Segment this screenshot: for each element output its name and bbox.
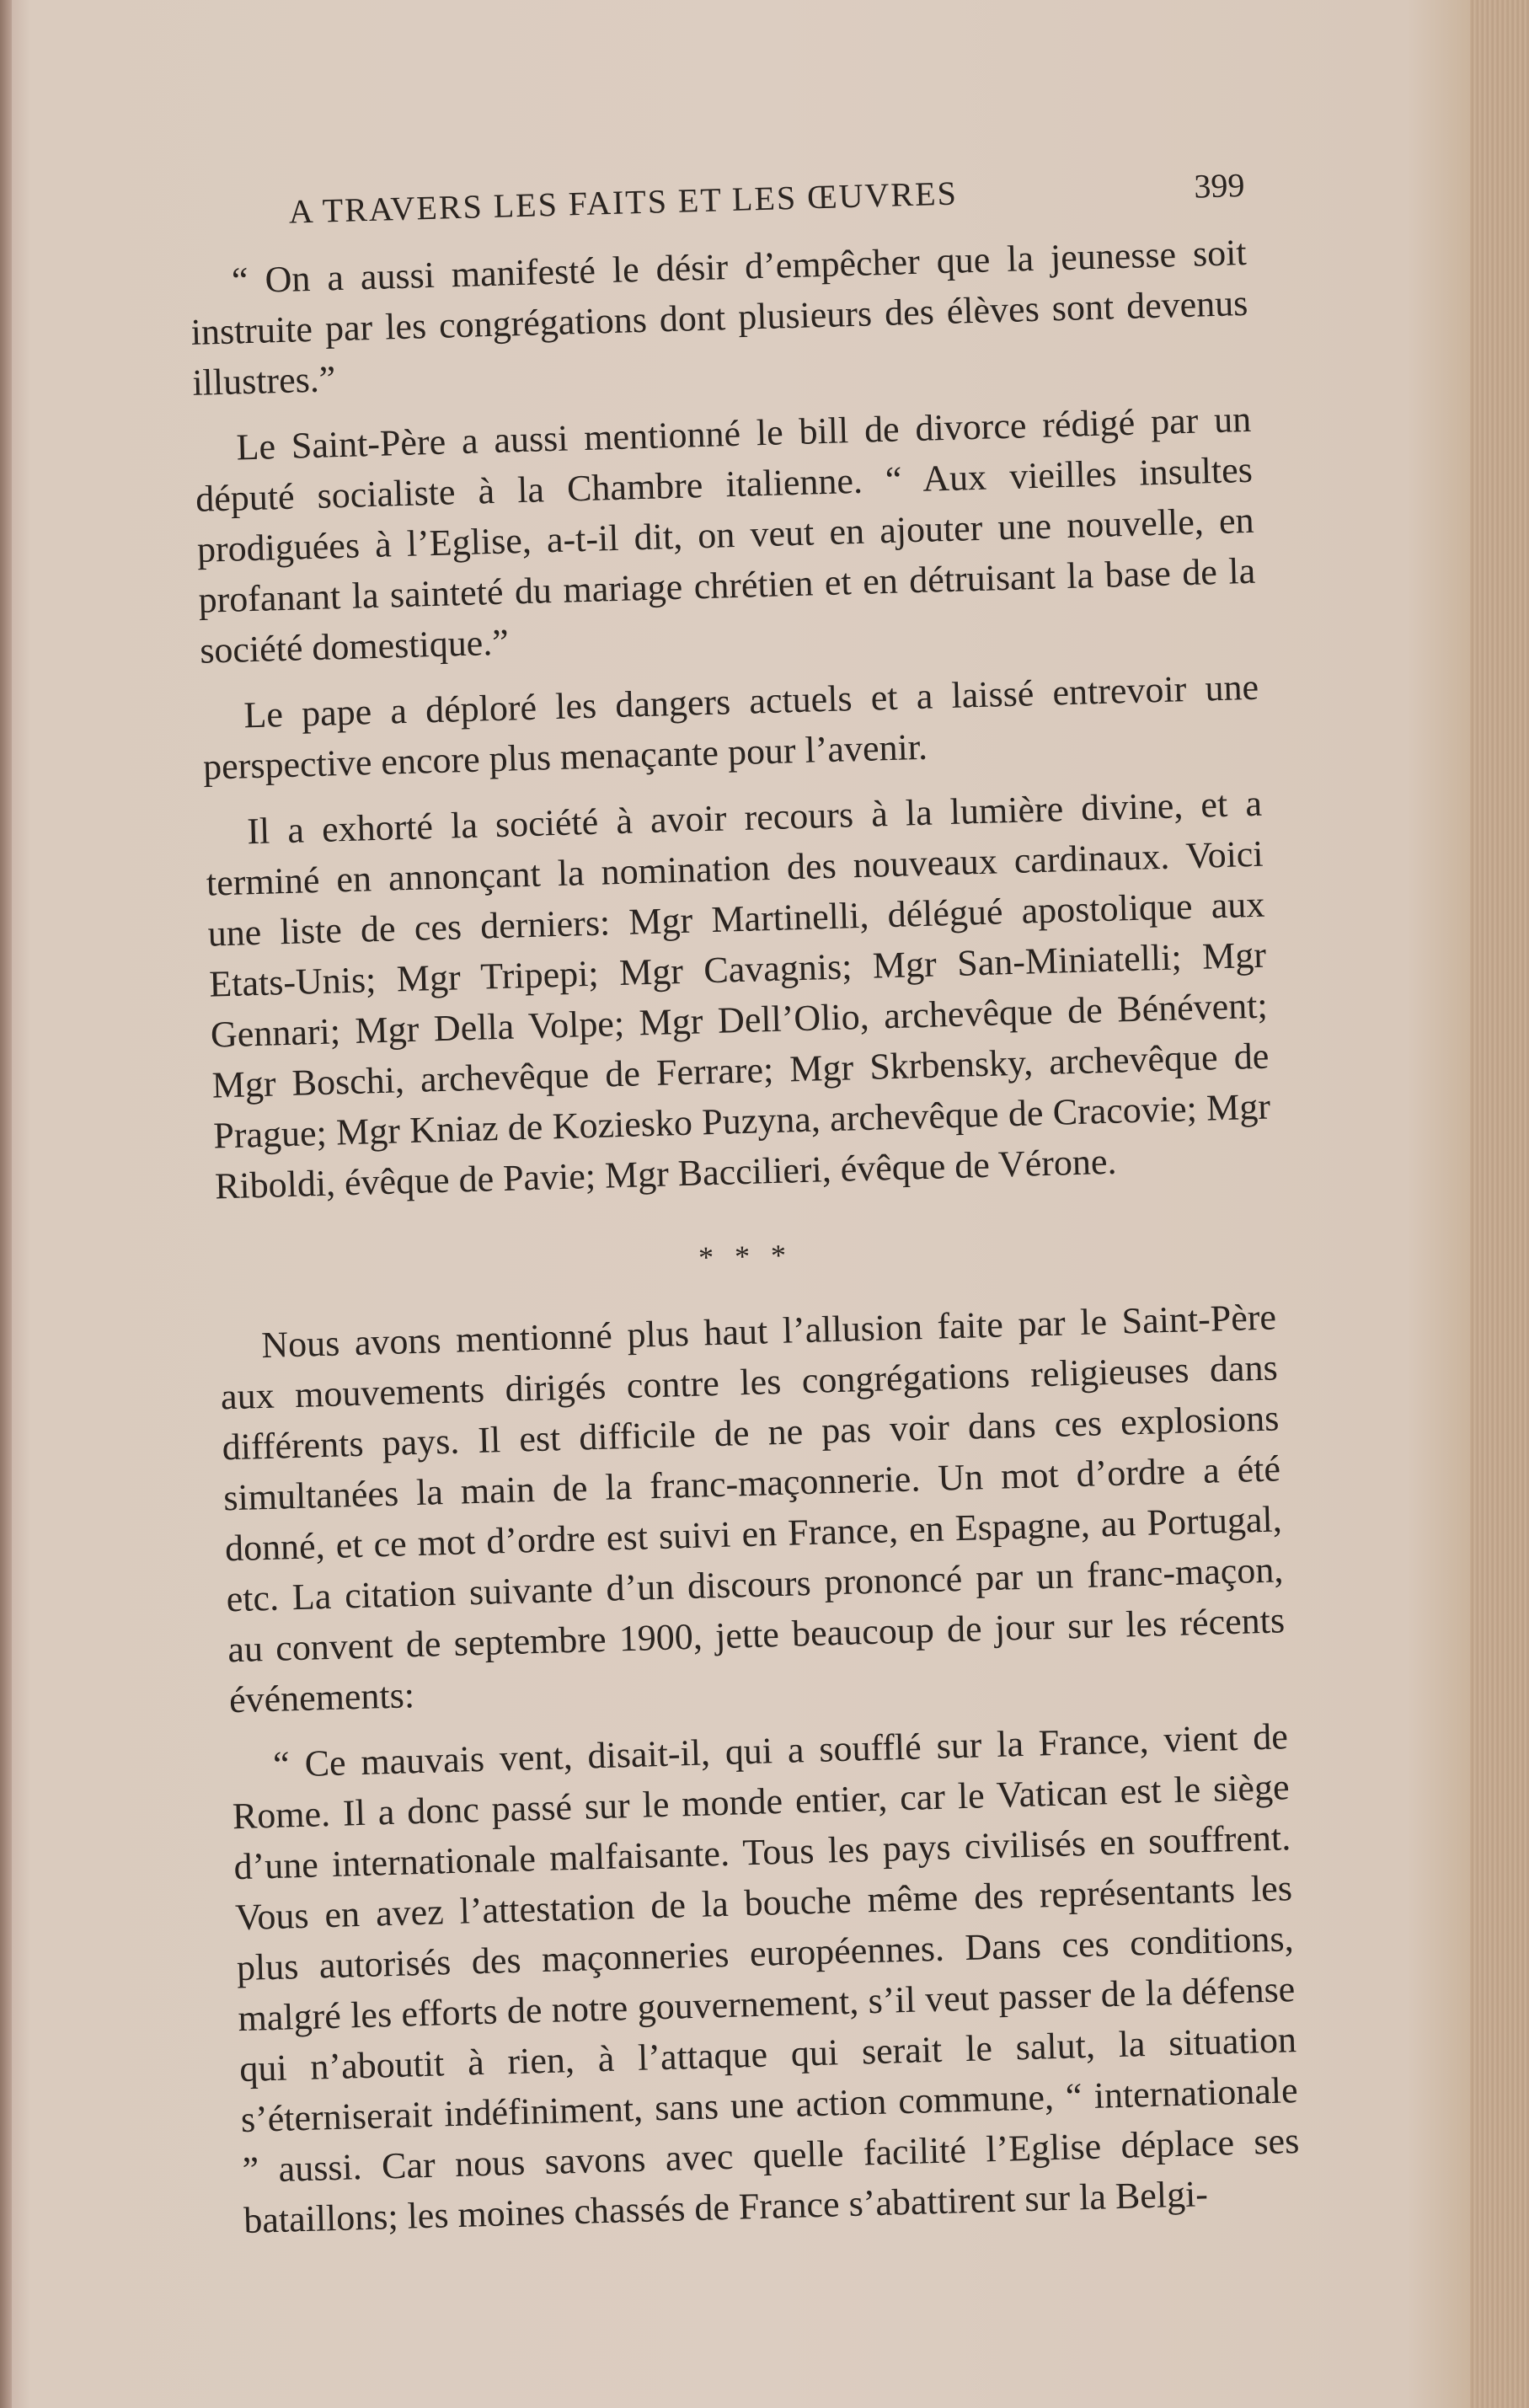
paragraph: Le pape a déploré les dangers actuels et a laissé entrevoir une perspective encore plus menaçante pour l’avenir. [202, 666, 1259, 788]
running-title: A TRAVERS LES FAITS ET LES ŒUVRES [288, 174, 959, 231]
binding-gutter [0, 0, 12, 2408]
page-edge [1470, 0, 1529, 2408]
section-separator: * * * [698, 1238, 794, 1275]
text-block [187, 160, 1302, 2261]
page-number: 399 [1193, 165, 1245, 206]
paragraph: Le Saint-Père a aussi mentionné le bill de divorce rédigé par un député socialiste à la Chambre italienne. “ Aux vieilles insultes prodiguées à l’Eglise, a-t-il dit, on veut en ajouter une nouvelle, en profanant la sainteté du mariage chrétien et en détruisant la base de la société domestique.” [195, 398, 1256, 672]
paragraph: “ On a aussi manifesté le désir d’empêcher que la jeunesse soit instruite par les congrégations dont plusieurs des élèves sont devenus illustres.” [190, 231, 1248, 404]
paragraph: Nous avons mentionné plus haut l’allusion faite par le Saint-Père aux mouvements dirigés contre les congrégations religieuses dans différents pays. Il est difficile de ne pas voir dans ces explosions simultanées la main de la franc-maçonnerie. Un mot d’ordre a été donné, et ce mot d’ordre est suivi en France, en Espagne, au Portugal, etc. La citation suivante d’un discours prononcé par un franc-maçon, au convent de septembre 1900, jette beaucoup de jour sur les récents événements: [220, 1296, 1286, 1721]
paragraph: “ Ce mauvais vent, disait-il, qui a soufflé sur la France, vient de Rome. Il a donc passé sur le monde entier, car le Vatican est le siège d’une internationale malfaisante. Tous les pays civilisés en souffrent. Vous en avez l’attestation de la bouche même des représentants les plus autorisés des maçonneries européennes. Dans ces conditions, malgré les efforts de notre gouvernement, s’il veut passer de la défense qui n’aboutit à rien, à l’attaque qui serait le salut, la situation s’éterniserait indéfiniment, sans une action commune, “ internationale ” aussi. Car nous savons avec quelle facilité l’Eglise déplace ses bataillons; les moines chassés de France s’abattirent sur la Belgi- [232, 1715, 1300, 2242]
paragraph: Il a exhorté la société à avoir recours à la lumière divine, et a terminé en annonçant la nomination des nouveaux cardinaux. Voici une liste de ces derniers: Mgr Martinelli, délégué apostolique aux Etats-Unis; Mgr Tripepi; Mgr Cavagnis; Mgr San-Miniatelli; Mgr Gennari; Mgr Della Volpe; Mgr Dell’Olio, archevêque de Bénévent; Mgr Boschi, archevêque de Ferrare; Mgr Skrbensky, archevêque de Prague; Mgr Kniaz de Koziesko Puzyna, archevêque de Cracovie; Mgr Riboldi, évêque de Pavie; Mgr Baccilieri, évêque de Vérone. [206, 782, 1271, 1207]
